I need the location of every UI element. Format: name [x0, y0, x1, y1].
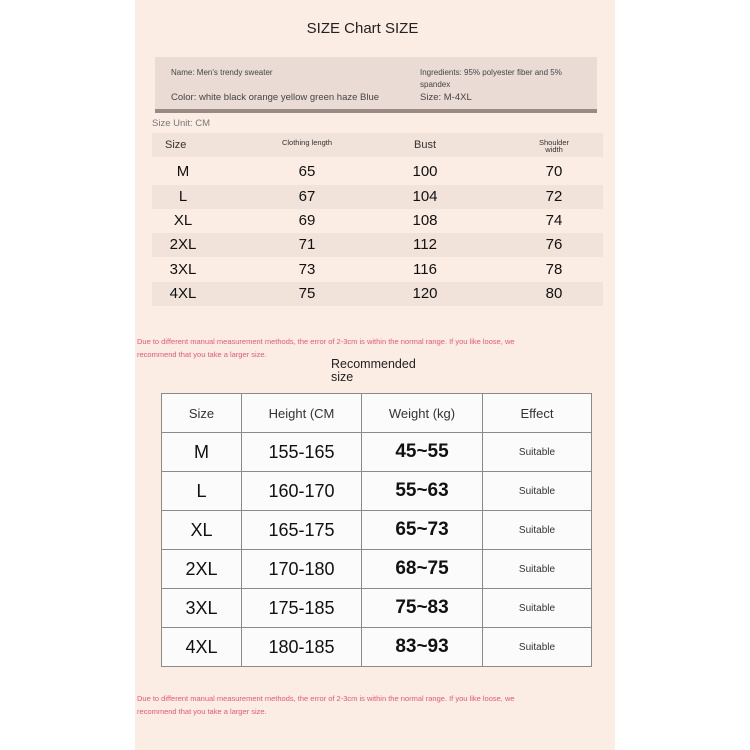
cell-effect: Suitable: [483, 472, 592, 511]
measurement-note-bottom: Due to different manual measurement methods, the error of 2-3cm is within the normal range. If you like loose, we recommend that you take a larger size.: [137, 694, 515, 716]
cell-size: 3XL: [162, 589, 242, 628]
table-row: [162, 589, 592, 628]
cell-height: 170-180: [242, 550, 362, 589]
cell-shoulder-width: 72: [545, 188, 563, 205]
table-header-row: [152, 133, 603, 157]
cell-size: L: [178, 188, 188, 205]
cell-shoulder-width: 74: [545, 212, 563, 229]
cell-weight: 55~63: [362, 472, 483, 511]
header-shoulder-width: Shoulder width: [538, 138, 570, 154]
cell-size: 3XL: [169, 261, 197, 278]
cell-shoulder-width: 80: [545, 285, 563, 302]
cell-shoulder-width: 78: [545, 261, 563, 278]
cell-clothing-length: 69: [298, 212, 316, 229]
header-bust: Bust: [413, 139, 436, 151]
cell-effect: Suitable: [483, 589, 592, 628]
cell-height: 165-175: [242, 511, 362, 550]
info-box-underline: [155, 109, 597, 113]
cell-size: 2XL: [162, 550, 242, 589]
size-unit-label: Size Unit: CM: [152, 118, 211, 129]
cell-size: L: [162, 472, 242, 511]
cell-weight: 45~55: [362, 433, 483, 472]
table-header-row: [162, 394, 592, 433]
cell-bust: 112: [413, 236, 437, 253]
cell-bust: 120: [412, 285, 438, 302]
cell-weight: 65~73: [362, 511, 483, 550]
cell-weight: 75~83: [362, 589, 483, 628]
cell-effect: Suitable: [483, 433, 592, 472]
header-clothing-length: Clothing length: [281, 138, 333, 147]
cell-size: M: [162, 433, 242, 472]
table-row: [162, 433, 592, 472]
table-row: [162, 472, 592, 511]
cell-effect: Suitable: [483, 550, 592, 589]
table-row: [152, 185, 603, 209]
table-row: [162, 628, 592, 667]
cell-effect: Suitable: [483, 628, 592, 667]
cell-weight: 83~93: [362, 628, 483, 667]
cell-height: 175-185: [242, 589, 362, 628]
cell-clothing-length: 67: [298, 188, 316, 205]
table-row: [152, 282, 603, 306]
cell-height: 155-165: [242, 433, 362, 472]
cell-bust: 100: [412, 163, 438, 180]
cell-bust: 104: [412, 188, 438, 205]
product-name: Name: Men's trendy sweater: [171, 68, 273, 77]
cell-effect: Suitable: [483, 511, 592, 550]
table-row: [152, 233, 603, 257]
cell-clothing-length: 75: [298, 285, 316, 302]
cell-clothing-length: 71: [298, 236, 316, 253]
table-row: [162, 511, 592, 550]
header-size: Size: [162, 394, 242, 433]
product-ingredients: Ingredients: 95% polyester fiber and 5% spandex: [420, 68, 562, 89]
table-row: [152, 160, 603, 184]
cell-clothing-length: 73: [298, 261, 316, 278]
cell-height: 180-185: [242, 628, 362, 667]
cell-size: 4XL: [169, 285, 197, 302]
cell-size: 2XL: [169, 236, 197, 253]
product-info-box: [155, 57, 597, 109]
page-title: SIZE Chart SIZE: [306, 20, 419, 37]
product-size-range: Size: M-4XL: [420, 92, 472, 103]
size-chart-page: [135, 0, 615, 750]
product-colors: Color: white black orange yellow green haze Blue: [171, 92, 380, 103]
table-row: [152, 258, 603, 282]
table-row: [162, 550, 592, 589]
cell-weight: 68~75: [362, 550, 483, 589]
table-row: [152, 209, 603, 233]
cell-height: 160-170: [242, 472, 362, 511]
cell-size: XL: [162, 511, 242, 550]
header-weight: Weight (kg): [362, 394, 483, 433]
recommended-size-title: Recommended size: [331, 357, 416, 384]
measurement-note: Due to different manual measurement methods, the error of 2-3cm is within the normal range. If you like loose, we recommend that you take a larger size.: [137, 337, 515, 359]
header-size: Size: [165, 139, 187, 151]
cell-bust: 108: [412, 212, 438, 229]
recommended-size-table: [161, 393, 592, 667]
cell-size: 4XL: [162, 628, 242, 667]
cell-size: XL: [173, 212, 193, 229]
cell-shoulder-width: 76: [545, 236, 563, 253]
cell-clothing-length: 65: [298, 163, 316, 180]
cell-size: M: [176, 163, 190, 180]
cell-bust: 116: [413, 261, 437, 278]
header-height: Height (CM: [242, 394, 362, 433]
cell-shoulder-width: 70: [545, 163, 563, 180]
header-effect: Effect: [483, 394, 592, 433]
